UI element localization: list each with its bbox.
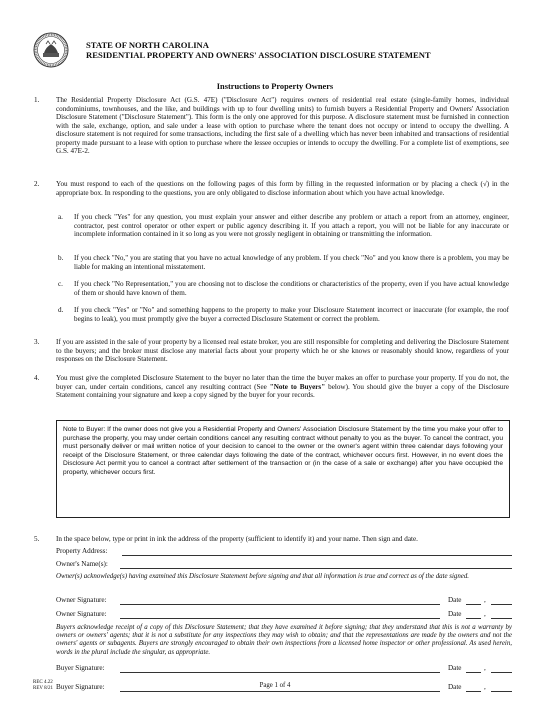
item-text: In the space below, type or print in ink the address of the property (sufficient to identify it) and your name. Then sign and date.	[56, 535, 418, 543]
date-comma: ,	[484, 596, 486, 604]
instruction-item-5	[34, 535, 509, 545]
instructions-title: Instructions to Property Owners	[216, 82, 334, 91]
instruction-item-1	[34, 96, 509, 174]
note-to-buyer-box	[56, 420, 510, 518]
date-comma: ,	[484, 664, 486, 672]
date-comma: ,	[484, 610, 486, 618]
property-address-label: Property Address:	[56, 547, 108, 555]
header-state: STATE OF NORTH CAROLINA	[86, 40, 209, 50]
document-header	[86, 40, 431, 60]
buyer-acknowledgment: Buyers acknowledge receipt of a copy of this Disclosure Statement; that they have examined it before signing; that they understand that this is not a warranty by owners or owners' agents; that it is not a substitute for any inspections they may wish to obtain; and that the representations are made by the owners and not the owners' agents or subagents. Buyers are strongly encouraged to obtain their own inspections from a licensed home inspector or other professional. As used herein, words in the plural include the singular, as appropriate.	[56, 624, 512, 656]
date-year-field[interactable]	[491, 691, 512, 692]
instruction-subitem-b	[58, 254, 509, 274]
item-number: 4.	[34, 374, 40, 382]
owner-signature-field[interactable]	[120, 618, 440, 619]
date-field[interactable]	[466, 672, 481, 673]
item-number: 3.	[34, 338, 40, 346]
item-number: 2.	[34, 180, 40, 188]
item-text: The Residential Property Disclosure Act (G.S. 47E) ("Disclosure Act") requires owners of residential real estate (single-family homes, individual condominiums, townhouses, and the like, and buildings with up to four dwelling units) to furnish buyers a Residential Property and Owners' Association Disclosure Statement ("Disclosure Statement"). This form is the only one approved for this purpose. A disclosure statement must be furnished in connection with the sale, exchange, option, and sale under a lease with option to purchase where the tenant does not occupy or intend to occupy the dwelling. A disclosure statement is not required for some transactions, including the first sale of a dwelling which has never been inhabited and transactions of residential property made pursuant to a lease with option to purchase where the lessee occupies or intends to occupy the dwelling. For a complete list of exemptions, see G.S. 47E-2.	[56, 96, 509, 156]
subitem-text: If you check "No," you are stating that you have no actual knowledge of any problem. If you check "No" and you know there is a problem, you may be liable for making an intentional misstatement.	[74, 254, 509, 271]
owner-signature-label: Owner Signature:	[56, 610, 107, 618]
property-address-row	[56, 547, 512, 557]
date-label: Date	[448, 610, 462, 618]
subitem-text: If you check "No Representation," you are choosing not to disclose the conditions or characteristics of the property, even if you have actual knowledge of them or should have known of them.	[74, 280, 509, 297]
date-comma: ,	[484, 683, 486, 691]
buyer-signature-label: Buyer Signature:	[56, 683, 105, 691]
subitem-text: If you check "Yes" or "No" and something happens to the property to make your Disclosure Statement incorrect or inaccurate (for example, the roof begins to leak), you must promptly give the buyer a corrected Disclosure Statement or correct the problem.	[74, 306, 509, 323]
date-label: Date	[448, 596, 462, 604]
form-revision: REV 8/21	[33, 686, 54, 691]
owner-signature-field[interactable]	[120, 604, 440, 605]
instruction-subitem-d	[58, 306, 509, 334]
header-form-title: RESIDENTIAL PROPERTY AND OWNERS' ASSOCIATION DISCLOSURE STATEMENT	[86, 50, 431, 60]
note-to-buyer-text: Note to Buyer: If the owner does not give you a Residential Property and Owners' Association Disclosure Statement by the time you make your offer to purchase the property, you may under certain conditions cancel any resulting contract without penalty to you as the buyer. To cancel the contract, you must personally deliver or mail written notice of your decision to cancel to the owner or the owner's agent within three calendar days following your receipt of the Disclosure Statement, or three calendar days following the date of the contract, whichever occurs first. However, in no event does the Disclosure Act permit you to cancel a contract after settlement of the transaction or (in the case of a sale or exchange) after you have occupied the property, whichever occurs first.	[63, 426, 503, 476]
item-number: 1.	[34, 96, 40, 104]
buyer-signature-row-1	[56, 664, 512, 674]
date-year-field[interactable]	[491, 604, 512, 605]
buyer-signature-field[interactable]	[120, 672, 440, 673]
item-text: If you are assisted in the sale of your property by a licensed real estate broker, you are still responsible for completing and delivering the Disclosure Statement to the buyers; and the broker must disclose any material facts about your property which he or she knows or reasonably should know, regardless of your responses on the Disclosure Statement.	[56, 338, 509, 364]
buyer-signature-label: Buyer Signature:	[56, 664, 105, 672]
owner-acknowledgment: Owner(s) acknowledge(s) having examined this Disclosure Statement before signing and that all information is true and correct as of the date signed.	[56, 573, 469, 580]
subitem-letter: d.	[58, 306, 64, 314]
subitem-letter: b.	[58, 254, 64, 262]
date-label: Date	[448, 683, 462, 691]
subitem-letter: c.	[58, 280, 63, 288]
date-label: Date	[448, 664, 462, 672]
subitem-letter: a.	[58, 213, 63, 221]
item-number: 5.	[34, 535, 40, 543]
item-text: You must give the completed Disclosure Statement to the buyer no later than the time the buyer makes an offer to purchase your property. If you do not, the buyer can, under certain conditions, cancel any resulting contract (See "Note to Buyers" below). You should give the buyer a copy of the Disclosure Statement containing your signature and keep a copy signed by the buyer for your records.	[56, 374, 509, 400]
owner-signature-row-1	[56, 596, 512, 606]
owner-names-label: Owner's Name(s):	[56, 560, 108, 568]
date-field[interactable]	[466, 604, 481, 605]
instruction-item-4	[34, 374, 509, 410]
date-year-field[interactable]	[491, 672, 512, 673]
instruction-subitem-a	[58, 213, 509, 251]
form-number: REC 4.22	[33, 680, 53, 685]
instruction-subitem-c	[58, 280, 509, 300]
owner-names-field[interactable]	[120, 568, 512, 569]
date-field[interactable]	[466, 618, 481, 619]
owner-signature-row-2	[56, 610, 512, 620]
date-field[interactable]	[466, 691, 481, 692]
subitem-text: If you check "Yes" for any question, you must explain your answer and either describe any problem or attach a report from an attorney, engineer, contractor, pest control operator or other expert or public agency describing it. If you attach a report, you will not be liable for any inaccurate or incomplete information contained in it so long as you were not grossly negligent in obtaining or transmitting the information.	[74, 213, 509, 239]
instruction-item-2	[34, 180, 509, 208]
owner-names-row	[56, 560, 512, 570]
property-address-field[interactable]	[122, 555, 512, 556]
date-year-field[interactable]	[491, 618, 512, 619]
buyer-signature-field[interactable]	[120, 691, 440, 692]
page-number: Page 1 of 4	[259, 682, 291, 689]
item-text: You must respond to each of the questions on the following pages of this form by filling in the requested information or by placing a check (√) in the appropriate box. In responding to the questions, you are only obligated to disclose information about which you have actual knowledge.	[56, 180, 509, 197]
owner-signature-label: Owner Signature:	[56, 596, 107, 604]
seal-icon	[33, 32, 69, 68]
note-to-buyers-ref: "Note to Buyers"	[269, 382, 326, 391]
instruction-item-3	[34, 338, 509, 366]
